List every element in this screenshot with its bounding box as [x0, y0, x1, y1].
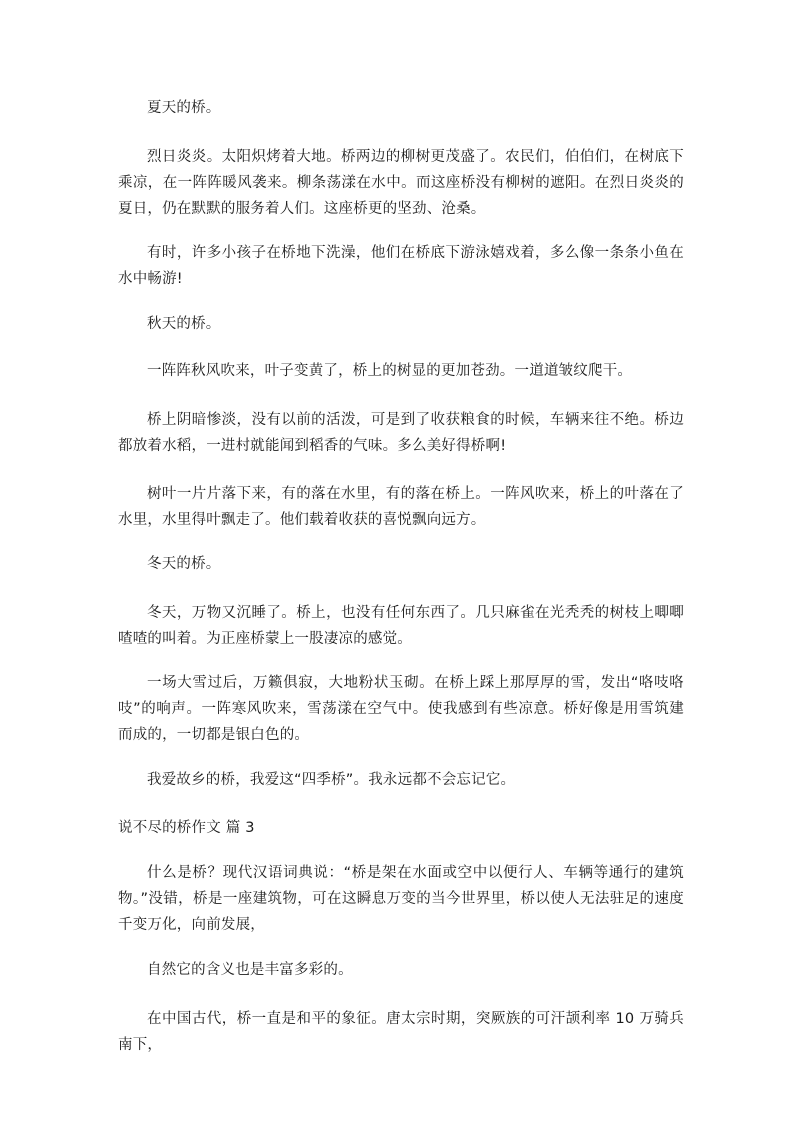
paragraph-snow: 一场大雪过后，万籁俱寂，大地粉状玉砌。在桥上踩上那厚厚的雪，发出“咯吱咯吱”的响声。一阵寒风吹来，雪荡漾在空气中。使我感到有些凉意。桥好像是用雪筑建而成的，一切都是银白色的。	[118, 675, 684, 743]
paragraph-harvest: 桥上阴暗惨淡，没有以前的活泼，可是到了收获粮食的时候，车辆来往不绝。桥边都放着水稻，一进村就能闻到稻香的气味。多么美好得桥啊!	[118, 412, 684, 454]
paragraph-winter-bridge-title: 冬天的桥。	[147, 556, 221, 572]
paragraph-ancient-china: 在中国古代，桥一直是和平的象征。唐太宗时期，突厥族的可汗颉利率 10 万骑兵南下，	[118, 1011, 684, 1053]
paragraph-autumn-bridge-title: 秋天的桥。	[147, 316, 221, 332]
section-heading: 说不尽的桥作文 篇 3	[118, 820, 255, 836]
paragraph-children-swim: 有时，许多小孩子在桥地下洗澡，他们在桥底下游泳嬉戏着，多么像一条条小鱼在水中畅游!	[118, 245, 684, 287]
paragraph-winter-sleep: 冬天，万物又沉睡了。桥上，也没有任何东西了。几只麻雀在光秃秃的树枝上唧唧喳喳的叫着。为正座桥蒙上一股凄凉的感觉。	[118, 605, 684, 647]
paragraph-autumn-wind: 一阵阵秋风吹来，叶子变黄了，桥上的树显的更加苍劲。一道道皱纹爬干。	[147, 363, 633, 379]
paragraph-love-bridge: 我爱故乡的桥，我爱这“四季桥”。我永远都不会忘记它。	[147, 772, 516, 788]
paragraph-what-is-bridge: 什么是桥？现代汉语词典说：“桥是架在水面或空中以便行人、车辆等通行的建筑物。”没错，桥是一座建筑物，可在这瞬息万变的当今世界里，桥以使人无法驻足的速度千变万化，向前发展，	[118, 865, 684, 933]
paragraph-summer-heat: 烈日炎炎。太阳炽烤着大地。桥两边的柳树更茂盛了。农民们，伯伯们，在树底下乘凉，在一阵阵暖风袭来。柳条荡漾在水中。而这座桥没有柳树的遮阳。在烈日炎炎的夏日，仍在默默的服务着人们。这座桥更的坚劲、沧桑。	[118, 149, 684, 217]
paragraph-summer-bridge-title: 夏天的桥。	[147, 100, 221, 116]
paragraph-falling-leaves: 树叶一片片落下来，有的落在水里，有的落在桥上。一阵风吹来，桥上的叶落在了水里，水里得叶飘走了。他们载着收获的喜悦飘向远方。	[118, 486, 684, 528]
paragraph-meaning: 自然它的含义也是丰富多彩的。	[147, 962, 353, 978]
